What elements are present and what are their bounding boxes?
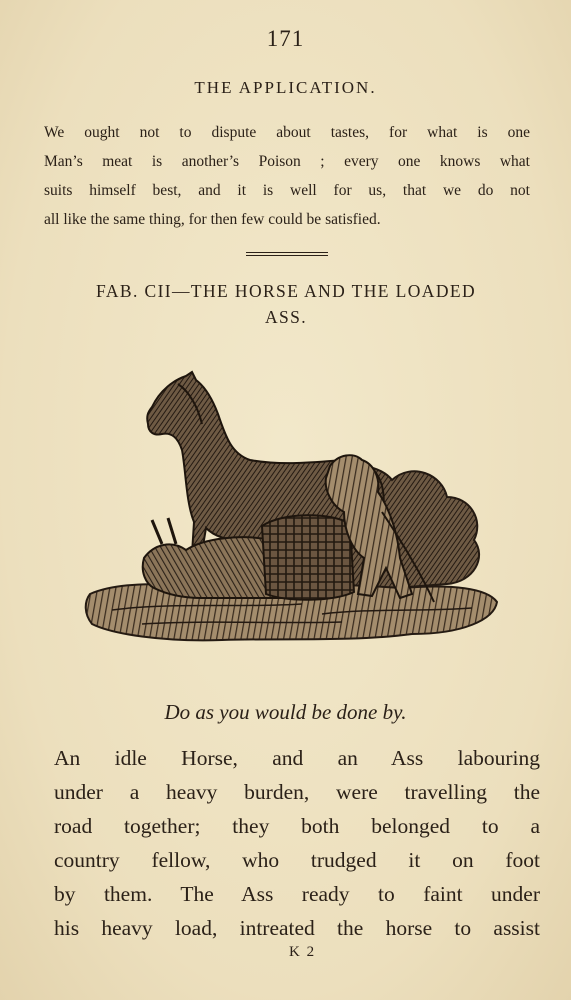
- body-line: country fellow, who trudged it on foot: [54, 848, 540, 872]
- body-line: his heavy load, intreated the horse to assist: [54, 916, 540, 940]
- fable-title-line: FAB. CII—THE HORSE AND THE LOADED: [96, 281, 476, 301]
- fable-moral: Do as you would be done by.: [164, 700, 407, 724]
- body-line: An idle Horse, and an Ass labouring: [54, 746, 540, 770]
- application-paragraph: [44, 118, 530, 234]
- fable-title-line: ASS.: [264, 307, 308, 327]
- basket-shape: [262, 515, 354, 600]
- application-heading: THE APPLICATION.: [194, 78, 377, 97]
- woodcut-illustration: [82, 362, 502, 662]
- body-line: road together; they both belonged to a: [54, 814, 540, 838]
- application-line: We ought not to dispute about tastes, for what is one: [44, 124, 530, 141]
- application-line: all like the same thing, for then few could be satisfied.: [44, 211, 381, 228]
- fable-title: [40, 278, 532, 330]
- page-number: 171: [266, 26, 305, 51]
- application-line: suits himself best, and it is well for us, that we do not: [44, 182, 530, 199]
- section-divider: [246, 252, 328, 256]
- signature-mark: K 2: [289, 944, 316, 960]
- fable-body: [54, 741, 540, 945]
- application-line: Man’s meat is another’s Poison ; every one knows what: [44, 153, 530, 170]
- body-line: by them. The Ass ready to faint under: [54, 882, 540, 906]
- body-line: under a heavy burden, were travelling the: [54, 780, 540, 804]
